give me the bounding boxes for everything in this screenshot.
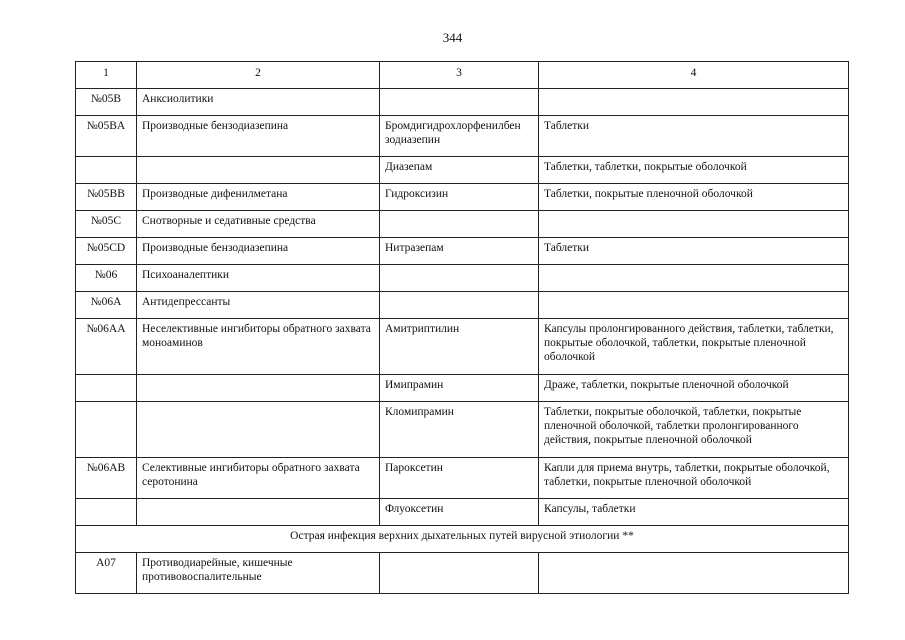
- drug-name-cell: Пароксетин: [380, 458, 539, 499]
- table-row: [76, 157, 849, 184]
- page-number: 344: [442, 30, 463, 45]
- drug-name-cell: Флуоксетин: [380, 499, 539, 526]
- table-row: [76, 499, 849, 526]
- table-row: [76, 238, 849, 265]
- atc-code-cell: [76, 375, 137, 402]
- atc-code-cell: [76, 499, 137, 526]
- dosage-form-cell: [539, 292, 849, 319]
- atc-code-cell: №05CD: [76, 238, 137, 265]
- column-header-1: 1: [76, 62, 137, 89]
- table-body: [76, 62, 849, 594]
- atc-code-cell: [76, 157, 137, 184]
- drug-name-cell: Кломипрамин: [380, 402, 539, 458]
- group-name-cell: Снотворные и седативные средства: [137, 211, 380, 238]
- dosage-form-cell: Капсулы, таблетки: [539, 499, 849, 526]
- dosage-form-cell: Таблетки: [539, 238, 849, 265]
- atc-code-cell: №06AA: [76, 319, 137, 375]
- dosage-form-cell: [539, 553, 849, 594]
- group-name-cell: Антидепрессанты: [137, 292, 380, 319]
- dosage-form-cell: Таблетки: [539, 116, 849, 157]
- table-row: [76, 553, 849, 594]
- group-name-cell: Анксиолитики: [137, 89, 380, 116]
- column-header-4: 4: [539, 62, 849, 89]
- table-row: [76, 458, 849, 499]
- table-row: [76, 211, 849, 238]
- atc-code-cell: [76, 402, 137, 458]
- dosage-form-cell: [539, 211, 849, 238]
- dosage-form-cell: Капсулы пролонгированного действия, таблетки, таблетки, покрытые оболочкой, таблетки, покрытые пленочной оболочкой: [539, 319, 849, 375]
- table-row: [76, 402, 849, 458]
- atc-code-cell: №05BA: [76, 116, 137, 157]
- drug-name-cell: [380, 292, 539, 319]
- dosage-form-cell: Таблетки, покрытые пленочной оболочкой: [539, 184, 849, 211]
- atc-code-cell: №05B: [76, 89, 137, 116]
- dosage-form-cell: [539, 89, 849, 116]
- atc-code-cell: №06AB: [76, 458, 137, 499]
- group-name-cell: [137, 157, 380, 184]
- dosage-form-cell: [539, 265, 849, 292]
- atc-code-cell: №05BB: [76, 184, 137, 211]
- drug-name-cell: Диазепам: [380, 157, 539, 184]
- table-row: [76, 375, 849, 402]
- section-header-row: [76, 526, 849, 553]
- dosage-form-cell: Таблетки, покрытые оболочкой, таблетки, покрытые пленочной оболочкой, таблетки пролонгированного действия, покрытые пленочной оболочкой: [539, 402, 849, 458]
- table-row: [76, 265, 849, 292]
- table-header-row: [76, 62, 849, 89]
- group-name-cell: Производные бензодиазепина: [137, 116, 380, 157]
- atc-code-cell: №06: [76, 265, 137, 292]
- dosage-form-cell: Драже, таблетки, покрытые пленочной оболочкой: [539, 375, 849, 402]
- drug-name-cell: [380, 89, 539, 116]
- table-row: [76, 319, 849, 375]
- drug-name-cell: [380, 265, 539, 292]
- atc-code-cell: №06A: [76, 292, 137, 319]
- group-name-cell: Психоаналептики: [137, 265, 380, 292]
- dosage-form-cell: Таблетки, таблетки, покрытые оболочкой: [539, 157, 849, 184]
- section-title: Острая инфекция верхних дыхательных путей вирусной этиологии **: [76, 526, 849, 553]
- dosage-form-cell: Капли для приема внутрь, таблетки, покрытые оболочкой, таблетки, покрытые пленочной оболочкой: [539, 458, 849, 499]
- atc-code-cell: A07: [76, 553, 137, 594]
- drug-name-cell: Гидроксизин: [380, 184, 539, 211]
- drug-name-cell: [380, 211, 539, 238]
- group-name-cell: Противодиарейные, кишечные противовоспалительные: [137, 553, 380, 594]
- column-header-2: 2: [137, 62, 380, 89]
- table-row: [76, 116, 849, 157]
- drug-table: [75, 61, 849, 594]
- table-row: [76, 89, 849, 116]
- drug-name-cell: Имипрамин: [380, 375, 539, 402]
- drug-name-cell: Нитразепам: [380, 238, 539, 265]
- group-name-cell: [137, 499, 380, 526]
- drug-name-cell: [380, 553, 539, 594]
- group-name-cell: Селективные ингибиторы обратного захвата серотонина: [137, 458, 380, 499]
- group-name-cell: Неселективные ингибиторы обратного захвата моноаминов: [137, 319, 380, 375]
- table-row: [76, 184, 849, 211]
- drug-name-cell: Бромдигидрохлорфенилбен зодиазепин: [380, 116, 539, 157]
- column-header-3: 3: [380, 62, 539, 89]
- group-name-cell: Производные дифенилметана: [137, 184, 380, 211]
- group-name-cell: [137, 375, 380, 402]
- table-row: [76, 292, 849, 319]
- group-name-cell: Производные бензодиазепина: [137, 238, 380, 265]
- atc-code-cell: №05C: [76, 211, 137, 238]
- drug-name-cell: Амитриптилин: [380, 319, 539, 375]
- group-name-cell: [137, 402, 380, 458]
